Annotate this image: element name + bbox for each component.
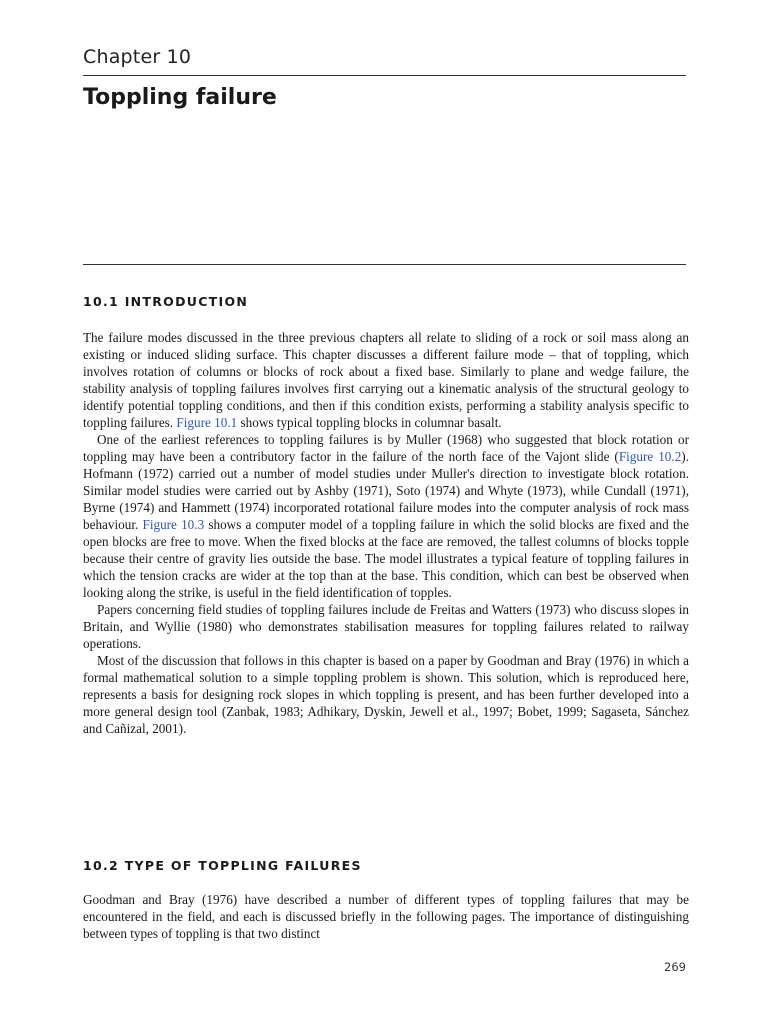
- text-run: shows a computer model of a toppling failure in which the solid blocks are fixed and the open blocks are free to move. When the fixed blocks at the face are removed, the tallest columns of blocks topple because their centre of gravity lies outside the base. The model illustrates a typical feature of toppling failures in which the tension cracks are wider at the top than at the base. This condition, which can best be observed when looking along the strike, is useful in the field identification of topples.: [83, 517, 689, 600]
- figure-10-3-link[interactable]: Figure 10.3: [142, 517, 205, 532]
- text-run: The failure modes discussed in the three previous chapters all relate to sliding of a rock or soil mass along an existing or induced sliding surface. This chapter discusses a different failure mode – that of toppling, which involves rotation of columns or blocks of rock about a fixed base. Similarly to plane and wedge failure, the stability analysis of toppling failures involves first carrying out a kinematic analysis of the structural geology to identify potential toppling conditions, and then if this condition exists, performing a stability analysis specific to toppling failures.: [83, 330, 689, 430]
- text-run: Papers concerning field studies of toppling failures include de Freitas and Watters (1973) who discuss slopes in Britain, and Wyllie (1980) who demonstrates stabilisation measures for toppling failures related to railway operations.: [83, 602, 689, 651]
- text-run: Goodman and Bray (1976) have described a number of different types of toppling failures that may be encountered in the field, and each is discussed briefly in the following pages. The importance of distinguishing between types of toppling is that two distinct: [83, 892, 689, 941]
- figure-10-2-link[interactable]: Figure 10.2: [618, 449, 682, 464]
- types-body: [83, 891, 689, 942]
- chapter-header-rule: [83, 75, 686, 76]
- text-run: shows typical toppling blocks in columnar basalt.: [237, 415, 502, 430]
- paragraph: [83, 329, 689, 431]
- paragraph: [83, 601, 689, 652]
- text-run: ). Hofmann (1972) carried out a number of model studies under Muller's direction to investigate block rotation. Similar model studies were carried out by Ashby (1971), Soto (1974) and Whyte (1973), while Cundall (1971), Byrne (1974) and Hammett (1974) incorporated rotational failure modes into the computer analysis of rock mass behaviour.: [83, 449, 689, 532]
- paragraph: [83, 431, 689, 601]
- section-heading-types-of-toppling: 10.2 TYPE OF TOPPLING FAILURES: [83, 858, 362, 873]
- paragraph: [83, 652, 689, 737]
- chapter-opening-rule: [83, 264, 686, 265]
- chapter-label: Chapter 10: [83, 46, 192, 68]
- figure-10-1-link[interactable]: Figure 10.1: [176, 415, 238, 430]
- page-number: 269: [664, 960, 686, 974]
- introduction-body: [83, 329, 689, 737]
- text-run: One of the earliest references to toppling failures is by Muller (1968) who suggested that block rotation or toppling may have been a contributory factor in the failure of the north face of the Vajont slide (: [83, 432, 689, 464]
- text-run: Most of the discussion that follows in this chapter is based on a paper by Goodman and Bray (1976) in which a formal mathematical solution to a simple toppling problem is shown. This solution, which is reproduced here, represents a basis for designing rock slopes in which toppling is present, and has been further developed into a more general design tool (Zanbak, 1983; Adhikary, Dyskin, Jewell et al., 1997; Bobet, 1999; Sagaseta, Sánchez and Cañizal, 2001).: [83, 653, 689, 736]
- chapter-title: Toppling failure: [83, 85, 277, 110]
- paragraph: [83, 891, 689, 942]
- section-heading-introduction: 10.1 INTRODUCTION: [83, 294, 249, 309]
